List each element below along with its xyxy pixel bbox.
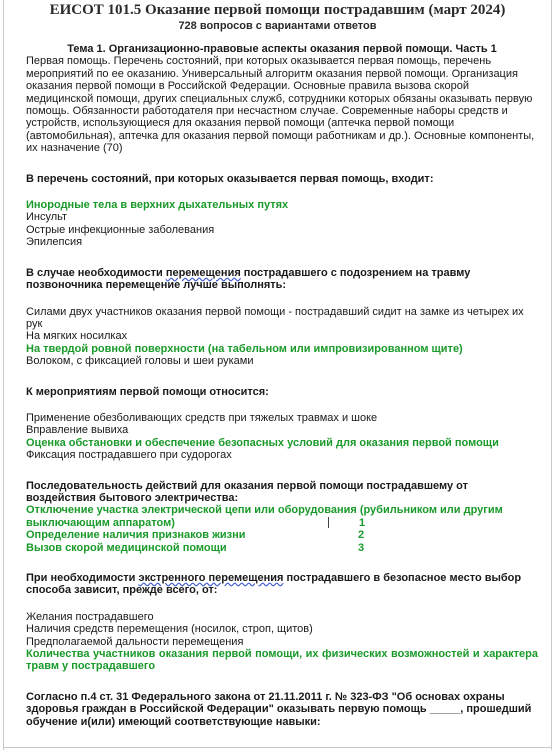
document-content bbox=[26, 43, 538, 728]
text-cursor bbox=[328, 517, 329, 528]
question-6: Согласно п.4 ст. 31 Федерального закона от 21.11.2011 г. № 323-ФЗ "Об основах охраны здоровья граждан в Российской Федерации" оказывать первую помощь _____, прошедший обучение и(или) имеющий соответствующие навыки: bbox=[26, 690, 532, 728]
question-2 bbox=[26, 267, 538, 292]
sequence-step-number: 3 bbox=[358, 541, 365, 554]
answer-option: Наличия средств перемещения (носилок, строп, щитов) bbox=[26, 623, 313, 636]
answer-option-correct: Оценка обстановки и обеспечение безопасных условий для оказания первой помощи bbox=[26, 436, 499, 449]
sequence-step-text: Отключение участка электрической цепи или оборудования (рубильником или другим выключающим аппаратом) bbox=[26, 504, 503, 529]
document-subtitle: 728 вопросов с вариантами ответов bbox=[178, 20, 377, 32]
question-text: пострадавшего с подозрением на травму позвоночника перемещение лучше выполнять: bbox=[26, 266, 471, 292]
page-edge-bottom bbox=[3, 747, 552, 748]
sequence-step-text: Определение наличия признаков жизни bbox=[26, 529, 246, 542]
sequence-step-number: 1 bbox=[358, 517, 538, 529]
question-2-options bbox=[26, 306, 538, 368]
question-5 bbox=[26, 572, 538, 597]
topic-description: Первая помощь. Перечень состояний, при которых оказывается первая помощь, перечень мероприятий по ее оказанию. Универсальный алгоритм оказания первой помощи. Организация оказания первой помощи в Российской Федерации. Основные правила вызова скорой медицинской помощи, других специальных служб, сотрудники которых обязаны оказывать первую помощь. Обязанности работодателя при несчастном случае. Современные наборы средств и устройств, использующиеся для оказания первой помощи (аптечка первой помощи (автомобильная), аптечка для оказания первой помощи работникам и др.). Основные компоненты, их назначение (70) bbox=[26, 55, 535, 155]
answer-option-correct: Инородные тела в верхних дыхательных путях bbox=[26, 199, 289, 212]
answer-option: Предполагаемой дальности перемещения bbox=[26, 635, 244, 648]
spellcheck-word: экстренного перемещения bbox=[138, 572, 284, 585]
answer-option-correct: Количества участников оказания первой помощи, их физических возможностей и характера травм у пострадавшего bbox=[26, 648, 538, 673]
page-edge-right bbox=[551, 0, 552, 750]
document-title: ЕИСОТ 101.5 Оказание первой помощи пострадавшим (март 2024) bbox=[49, 2, 506, 18]
answer-option: Эпилепсия bbox=[26, 236, 83, 249]
spellcheck-word: перемещения bbox=[165, 266, 241, 279]
question-text: пострадавшего в безопасное место выбор способа зависит, прежде всего, от: bbox=[26, 572, 522, 597]
answer-option: Волоком, с фиксацией головы и шеи руками bbox=[26, 355, 254, 368]
sequence-step bbox=[26, 529, 538, 541]
answer-option: На мягких носилках bbox=[26, 330, 128, 343]
question-1: В перечень состояний, при которых оказывается первая помощь, входит: bbox=[26, 172, 434, 185]
sequence-step bbox=[26, 542, 538, 554]
answer-option-correct: На твердой ровной поверхности (на табельном или импровизированном щите) bbox=[26, 342, 463, 355]
topic-heading: Тема 1. Организационно-правовые аспекты оказания первой помощи. Часть 1 bbox=[67, 43, 497, 55]
question-3-options bbox=[26, 412, 538, 462]
answer-option: Вправление вывиха bbox=[26, 424, 129, 437]
answer-option: Инсульт bbox=[26, 211, 68, 224]
answer-option: Острые инфекционные заболевания bbox=[26, 223, 215, 236]
sequence-step bbox=[26, 517, 538, 529]
sequence-step-number: 2 bbox=[358, 529, 365, 542]
answer-option: Фиксация пострадавшего при судорогах bbox=[26, 449, 232, 462]
question-4: Последовательность действий для оказания первой помощи пострадавшему от воздействия бытового электричества: bbox=[26, 479, 468, 504]
question-4-sequence bbox=[26, 504, 538, 554]
question-text: При необходимости bbox=[26, 572, 139, 585]
question-1-options bbox=[26, 199, 538, 249]
page-edge-left bbox=[3, 0, 4, 750]
sequence-step-text: Вызов скорой медицинской помощи bbox=[26, 541, 227, 554]
answer-option: Применение обезболивающих средств при тяжелых травмах и шоке bbox=[26, 411, 378, 424]
question-5-options bbox=[26, 611, 538, 673]
question-3: К мероприятиям первой помощи относится: bbox=[26, 385, 269, 398]
question-text: В случае необходимости bbox=[26, 266, 166, 279]
answer-option: Желания пострадавшего bbox=[26, 610, 154, 623]
answer-option: Силами двух участников оказания первой помощи - пострадавший сидит на замке из четырех их рук bbox=[26, 305, 524, 330]
